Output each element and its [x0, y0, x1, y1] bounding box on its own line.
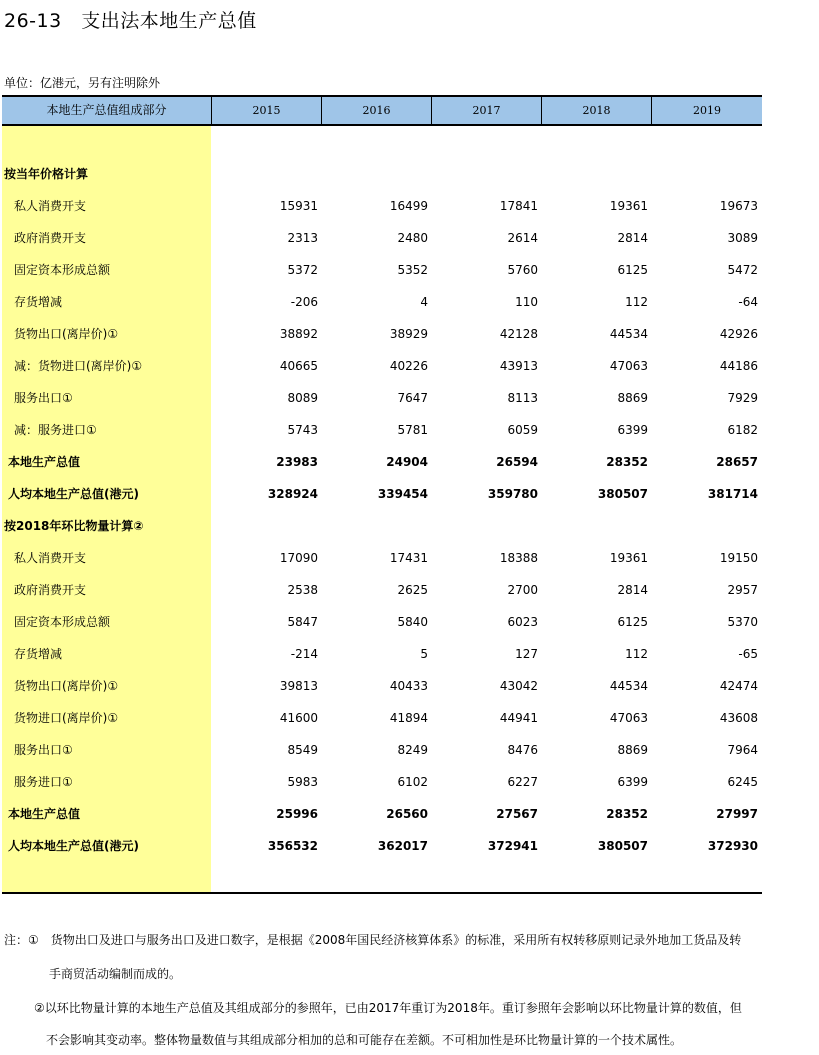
cell-2016: 6102 — [397, 775, 428, 789]
row-label: 减：服务进口① — [14, 423, 97, 437]
cell-2019: 6245 — [727, 775, 758, 789]
cell-2015: 17090 — [279, 551, 318, 565]
cell-2018: 6399 — [617, 775, 648, 789]
header-label: 本地生产总值组成部分 — [46, 103, 167, 117]
cell-2019: 381714 — [707, 487, 758, 501]
cell-2018: 2814 — [617, 231, 648, 245]
footnote-2: ②以环比物量计算的本地生产总值及其组成部分的参照年，已由2017年重订为2018年。重订参照年会影响以环比物量计算的数值，但 — [34, 1001, 742, 1015]
cell-2017: 2614 — [507, 231, 538, 245]
cell-2019: 19673 — [719, 199, 758, 213]
table-row — [2, 510, 762, 542]
cell-2019: 2957 — [727, 583, 758, 597]
table-row — [2, 158, 762, 190]
cell-2015: 40665 — [279, 359, 318, 373]
row-label: 固定资本形成总额 — [14, 263, 111, 277]
cell-2019: 44186 — [719, 359, 758, 373]
row-label: 人均本地生产总值(港元) — [8, 839, 139, 853]
table-row — [2, 830, 762, 862]
cell-2017: 43042 — [499, 679, 538, 693]
row-label: 本地生产总值 — [8, 455, 81, 469]
cell-2015: 328924 — [267, 487, 318, 501]
cell-2016: 7647 — [397, 391, 428, 405]
table-row — [2, 574, 762, 606]
table-row — [2, 318, 762, 350]
cell-2015: 5743 — [287, 423, 318, 437]
header-year-2016: 2016 — [321, 97, 431, 124]
cell-2015: -214 — [290, 647, 318, 661]
cell-2015: 41600 — [279, 711, 318, 725]
row-label: 私人消费开支 — [14, 199, 87, 213]
cell-2017: 17841 — [499, 199, 538, 213]
row-label: 货物出口(离岸价)① — [14, 327, 119, 341]
cell-2019: 6182 — [727, 423, 758, 437]
row-label: 人均本地生产总值(港元) — [8, 487, 139, 501]
cell-2016: 41894 — [389, 711, 428, 725]
cell-2016: 26560 — [386, 807, 428, 821]
cell-2016: 362017 — [377, 839, 428, 853]
cell-2017: 372941 — [487, 839, 538, 853]
cell-2018: 19361 — [609, 199, 648, 213]
cell-2015: 23983 — [276, 455, 318, 469]
cell-2017: 8476 — [507, 743, 538, 757]
cell-2019: 27997 — [716, 807, 758, 821]
row-label: 政府消费开支 — [14, 231, 87, 245]
cell-2019: 5472 — [727, 263, 758, 277]
gdp-table — [2, 95, 762, 894]
cell-2018: 6399 — [617, 423, 648, 437]
cell-2016: 40226 — [389, 359, 428, 373]
table-row — [2, 606, 762, 638]
cell-2016: 5352 — [397, 263, 428, 277]
cell-2019: -65 — [738, 647, 758, 661]
row-label: 私人消费开支 — [14, 551, 87, 565]
cell-2017: 6023 — [507, 615, 538, 629]
cell-2016: 339454 — [377, 487, 428, 501]
row-label: 货物进口(离岸价)① — [14, 711, 119, 725]
table-row — [2, 542, 762, 574]
cell-2018: 112 — [625, 295, 648, 309]
table-row — [2, 798, 762, 830]
cell-2019: 28657 — [716, 455, 758, 469]
row-label: 存货增减 — [14, 295, 63, 309]
row-label: 货物出口(离岸价)① — [14, 679, 119, 693]
cell-2016: 2480 — [397, 231, 428, 245]
cell-2018: 47063 — [609, 711, 648, 725]
table-row — [2, 446, 762, 478]
cell-2016: 24904 — [386, 455, 428, 469]
cell-2018: 8869 — [617, 743, 648, 757]
cell-2019: 5370 — [727, 615, 758, 629]
cell-2017: 6227 — [507, 775, 538, 789]
cell-2015: 25996 — [276, 807, 318, 821]
cell-2018: 8869 — [617, 391, 648, 405]
cell-2015: 38892 — [279, 327, 318, 341]
cell-2016: 5781 — [397, 423, 428, 437]
cell-2019: 43608 — [719, 711, 758, 725]
header-year-2019: 2019 — [651, 97, 762, 124]
cell-2015: -206 — [290, 295, 318, 309]
cell-2017: 6059 — [507, 423, 538, 437]
cell-2018: 44534 — [609, 679, 648, 693]
cell-2017: 110 — [515, 295, 538, 309]
cell-2018: 19361 — [609, 551, 648, 565]
page-title: 26-13 支出法本地生产总值 — [4, 10, 257, 32]
cell-2019: 42926 — [719, 327, 758, 341]
footnote-1-cont: 手商贸活动编制而成的。 — [49, 967, 182, 981]
cell-2019: 372930 — [707, 839, 758, 853]
table-header — [2, 95, 762, 126]
row-label: 本地生产总值 — [8, 807, 81, 821]
cell-2018: 2814 — [617, 583, 648, 597]
cell-2018: 380507 — [597, 839, 648, 853]
cell-2018: 28352 — [606, 807, 648, 821]
row-label: 服务出口① — [14, 391, 73, 405]
cell-2015: 5847 — [287, 615, 318, 629]
row-label: 政府消费开支 — [14, 583, 87, 597]
cell-2019: 3089 — [727, 231, 758, 245]
cell-2015: 5372 — [287, 263, 318, 277]
table-row — [2, 638, 762, 670]
cell-2016: 5 — [420, 647, 428, 661]
table-row — [2, 222, 762, 254]
cell-2016: 4 — [420, 295, 428, 309]
cell-2019: 7964 — [727, 743, 758, 757]
table-row — [2, 286, 762, 318]
cell-2016: 38929 — [389, 327, 428, 341]
cell-2015: 39813 — [279, 679, 318, 693]
table-row — [2, 670, 762, 702]
cell-2018: 112 — [625, 647, 648, 661]
table-row — [2, 734, 762, 766]
cell-2017: 5760 — [507, 263, 538, 277]
cell-2015: 356532 — [267, 839, 318, 853]
cell-2015: 2313 — [287, 231, 318, 245]
cell-2017: 43913 — [499, 359, 538, 373]
cell-2017: 26594 — [496, 455, 538, 469]
cell-2018: 28352 — [606, 455, 648, 469]
header-year-2017: 2017 — [431, 97, 541, 124]
unit-note: 单位：亿港元，另有注明除外 — [4, 76, 161, 90]
row-label: 服务出口① — [14, 743, 73, 757]
table-row — [2, 766, 762, 798]
cell-2016: 8249 — [397, 743, 428, 757]
cell-2016: 5840 — [397, 615, 428, 629]
cell-2017: 42128 — [499, 327, 538, 341]
cell-2017: 8113 — [507, 391, 538, 405]
table-row — [2, 254, 762, 286]
row-label: 服务进口① — [14, 775, 73, 789]
cell-2016: 40433 — [389, 679, 428, 693]
table-row — [2, 190, 762, 222]
footnote-1: 注：① 货物出口及进口与服务出口及进口数字，是根据《2008年国民经济核算体系》的标准，采用所有权转移原则记录外地加工货品及转 — [4, 933, 742, 947]
cell-2015: 15931 — [279, 199, 318, 213]
cell-2015: 2538 — [287, 583, 318, 597]
cell-2019: 19150 — [719, 551, 758, 565]
table-row — [2, 350, 762, 382]
row-label: 存货增减 — [14, 647, 63, 661]
cell-2017: 18388 — [499, 551, 538, 565]
cell-2018: 6125 — [617, 615, 648, 629]
cell-2017: 359780 — [487, 487, 538, 501]
table-row — [2, 382, 762, 414]
cell-2016: 2625 — [397, 583, 428, 597]
cell-2015: 5983 — [287, 775, 318, 789]
cell-2015: 8089 — [287, 391, 318, 405]
table-row — [2, 414, 762, 446]
cell-2015: 8549 — [287, 743, 318, 757]
table-row — [2, 702, 762, 734]
cell-2017: 2700 — [507, 583, 538, 597]
cell-2017: 127 — [515, 647, 538, 661]
header-year-2018: 2018 — [541, 97, 651, 124]
cell-2018: 6125 — [617, 263, 648, 277]
footnote-2-cont: 不会影响其变动率。整体物量数值与其组成部分相加的总和可能存在差额。不可相加性是环比物量计算的一个技术属性。 — [46, 1033, 683, 1047]
cell-2019: 42474 — [719, 679, 758, 693]
cell-2016: 17431 — [389, 551, 428, 565]
cell-2016: 16499 — [389, 199, 428, 213]
table-bottom-rule — [2, 892, 762, 894]
row-label: 减：货物进口(离岸价)① — [14, 359, 143, 373]
cell-2018: 44534 — [609, 327, 648, 341]
cell-2019: 7929 — [727, 391, 758, 405]
cell-2017: 27567 — [496, 807, 538, 821]
section-heading: 按当年价格计算 — [4, 167, 89, 181]
cell-2018: 380507 — [597, 487, 648, 501]
table-row — [2, 478, 762, 510]
header-year-2015: 2015 — [211, 97, 321, 124]
section-heading: 按2018年环比物量计算② — [4, 519, 144, 533]
cell-2019: -64 — [738, 295, 758, 309]
cell-2018: 47063 — [609, 359, 648, 373]
cell-2017: 44941 — [499, 711, 538, 725]
row-label: 固定资本形成总额 — [14, 615, 111, 629]
